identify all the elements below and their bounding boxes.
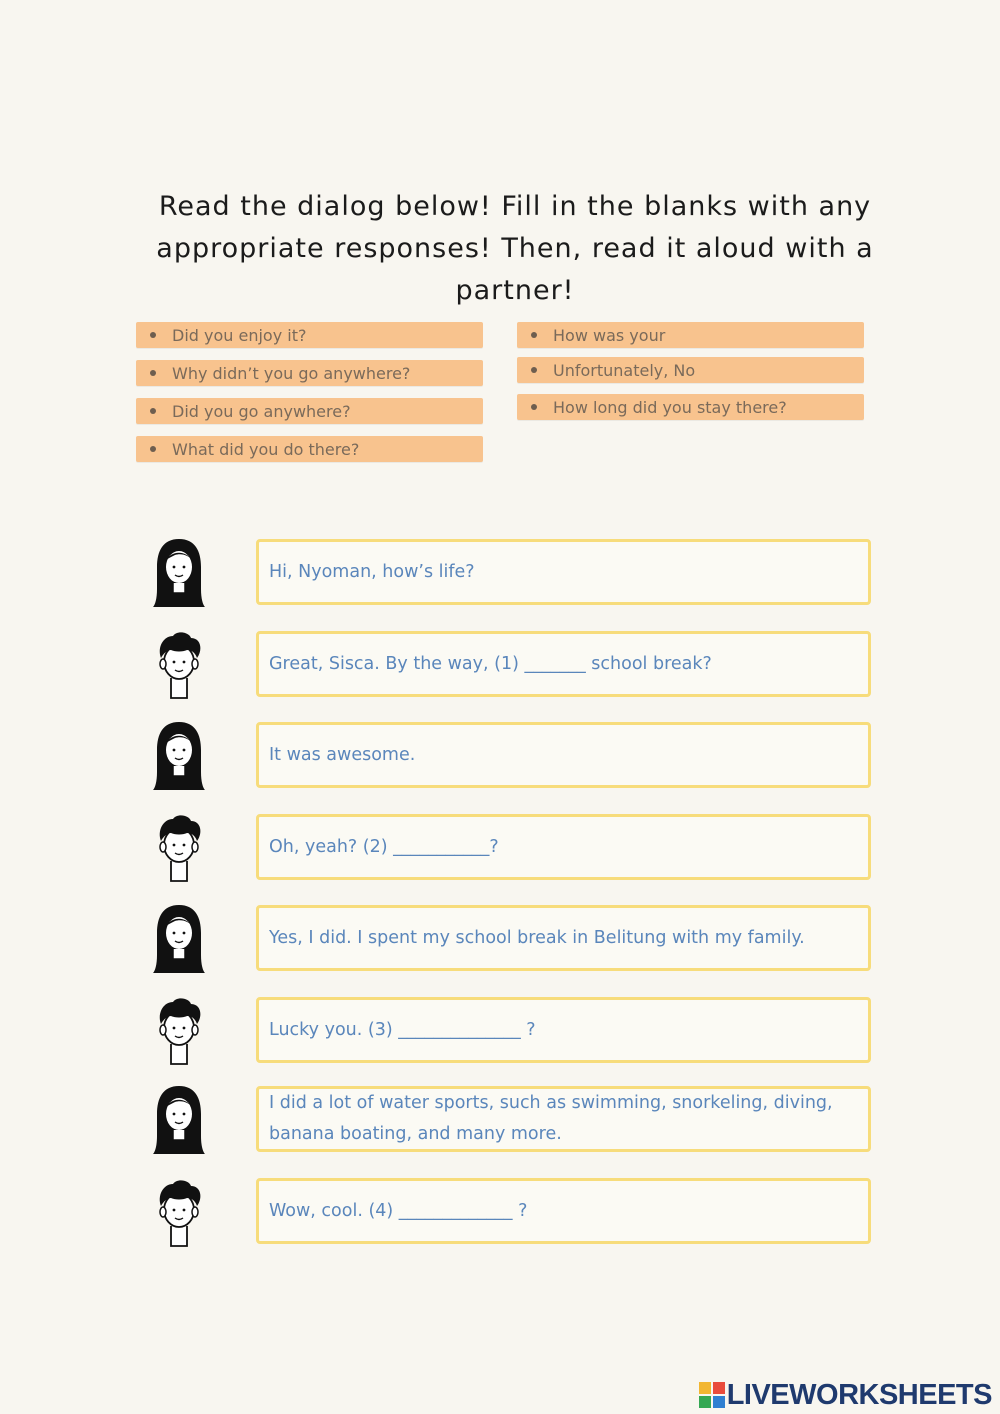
dialog-line	[256, 722, 871, 788]
dialog-text: Lucky you. (3) ______________ ?	[269, 1019, 536, 1040]
dialog-text: Hi, Nyoman, how’s life?	[269, 561, 475, 582]
dialog-line[interactable]	[256, 1178, 871, 1244]
girl-avatar-icon	[149, 1084, 209, 1156]
bullet-icon	[150, 332, 156, 338]
bullet-icon	[531, 367, 537, 373]
girl-avatar-icon	[149, 903, 209, 975]
boy-avatar-icon	[149, 628, 209, 700]
option-label: What did you do there?	[172, 439, 360, 459]
dialog-text: It was awesome.	[269, 744, 416, 765]
boy-avatar-icon	[149, 1176, 209, 1248]
dialog-line[interactable]	[256, 631, 871, 697]
dialog-text: Yes, I did. I spent my school break in Belitung with my family.	[269, 927, 805, 948]
option-label: Unfortunately, No	[553, 360, 696, 380]
option-label: Did you enjoy it?	[172, 325, 307, 345]
dialog-line	[256, 1086, 871, 1152]
dialog-text: Oh, yeah? (2) ___________?	[269, 836, 499, 857]
dialog-text: I did a lot of water sports, such as swimming, snorkeling, diving, banana boating, and many more.	[269, 1093, 833, 1144]
option-label: How was your	[553, 325, 666, 345]
dialog-line	[256, 539, 871, 605]
dialog-line[interactable]	[256, 814, 871, 880]
dialog-line[interactable]	[256, 997, 871, 1063]
bullet-icon	[150, 408, 156, 414]
option-label: Did you go anywhere?	[172, 401, 351, 421]
dialog-line	[256, 905, 871, 971]
option-what-did-you-do	[136, 436, 483, 462]
bullet-icon	[150, 446, 156, 452]
bullet-icon	[531, 404, 537, 410]
option-why-didnt-you-go	[136, 360, 483, 386]
bullet-icon	[150, 370, 156, 376]
liveworksheets-logo-icon	[699, 1382, 725, 1408]
boy-avatar-icon	[149, 811, 209, 883]
instructions: Read the dialog below! Fill in the blanks with any appropriate responses! Then, read it aloud with a partner!	[156, 191, 874, 306]
brand-name: LIVEWORKSHEETS	[726, 1378, 992, 1411]
option-unfortunately-no	[517, 357, 864, 383]
girl-avatar-icon	[149, 537, 209, 609]
bullet-icon	[531, 332, 537, 338]
option-label: How long did you stay there?	[553, 397, 787, 417]
option-did-you-go	[136, 398, 483, 424]
boy-avatar-icon	[149, 994, 209, 1066]
option-how-was-your	[517, 322, 864, 348]
dialog-text: Wow, cool. (4) _____________ ?	[269, 1200, 528, 1221]
liveworksheets-logo	[699, 1378, 992, 1412]
option-did-you-enjoy	[136, 322, 483, 348]
option-label: Why didn’t you go anywhere?	[172, 363, 411, 383]
girl-avatar-icon	[149, 720, 209, 792]
dialog-text: Great, Sisca. By the way, (1) _______ school break?	[269, 653, 712, 674]
option-how-long	[517, 394, 864, 420]
